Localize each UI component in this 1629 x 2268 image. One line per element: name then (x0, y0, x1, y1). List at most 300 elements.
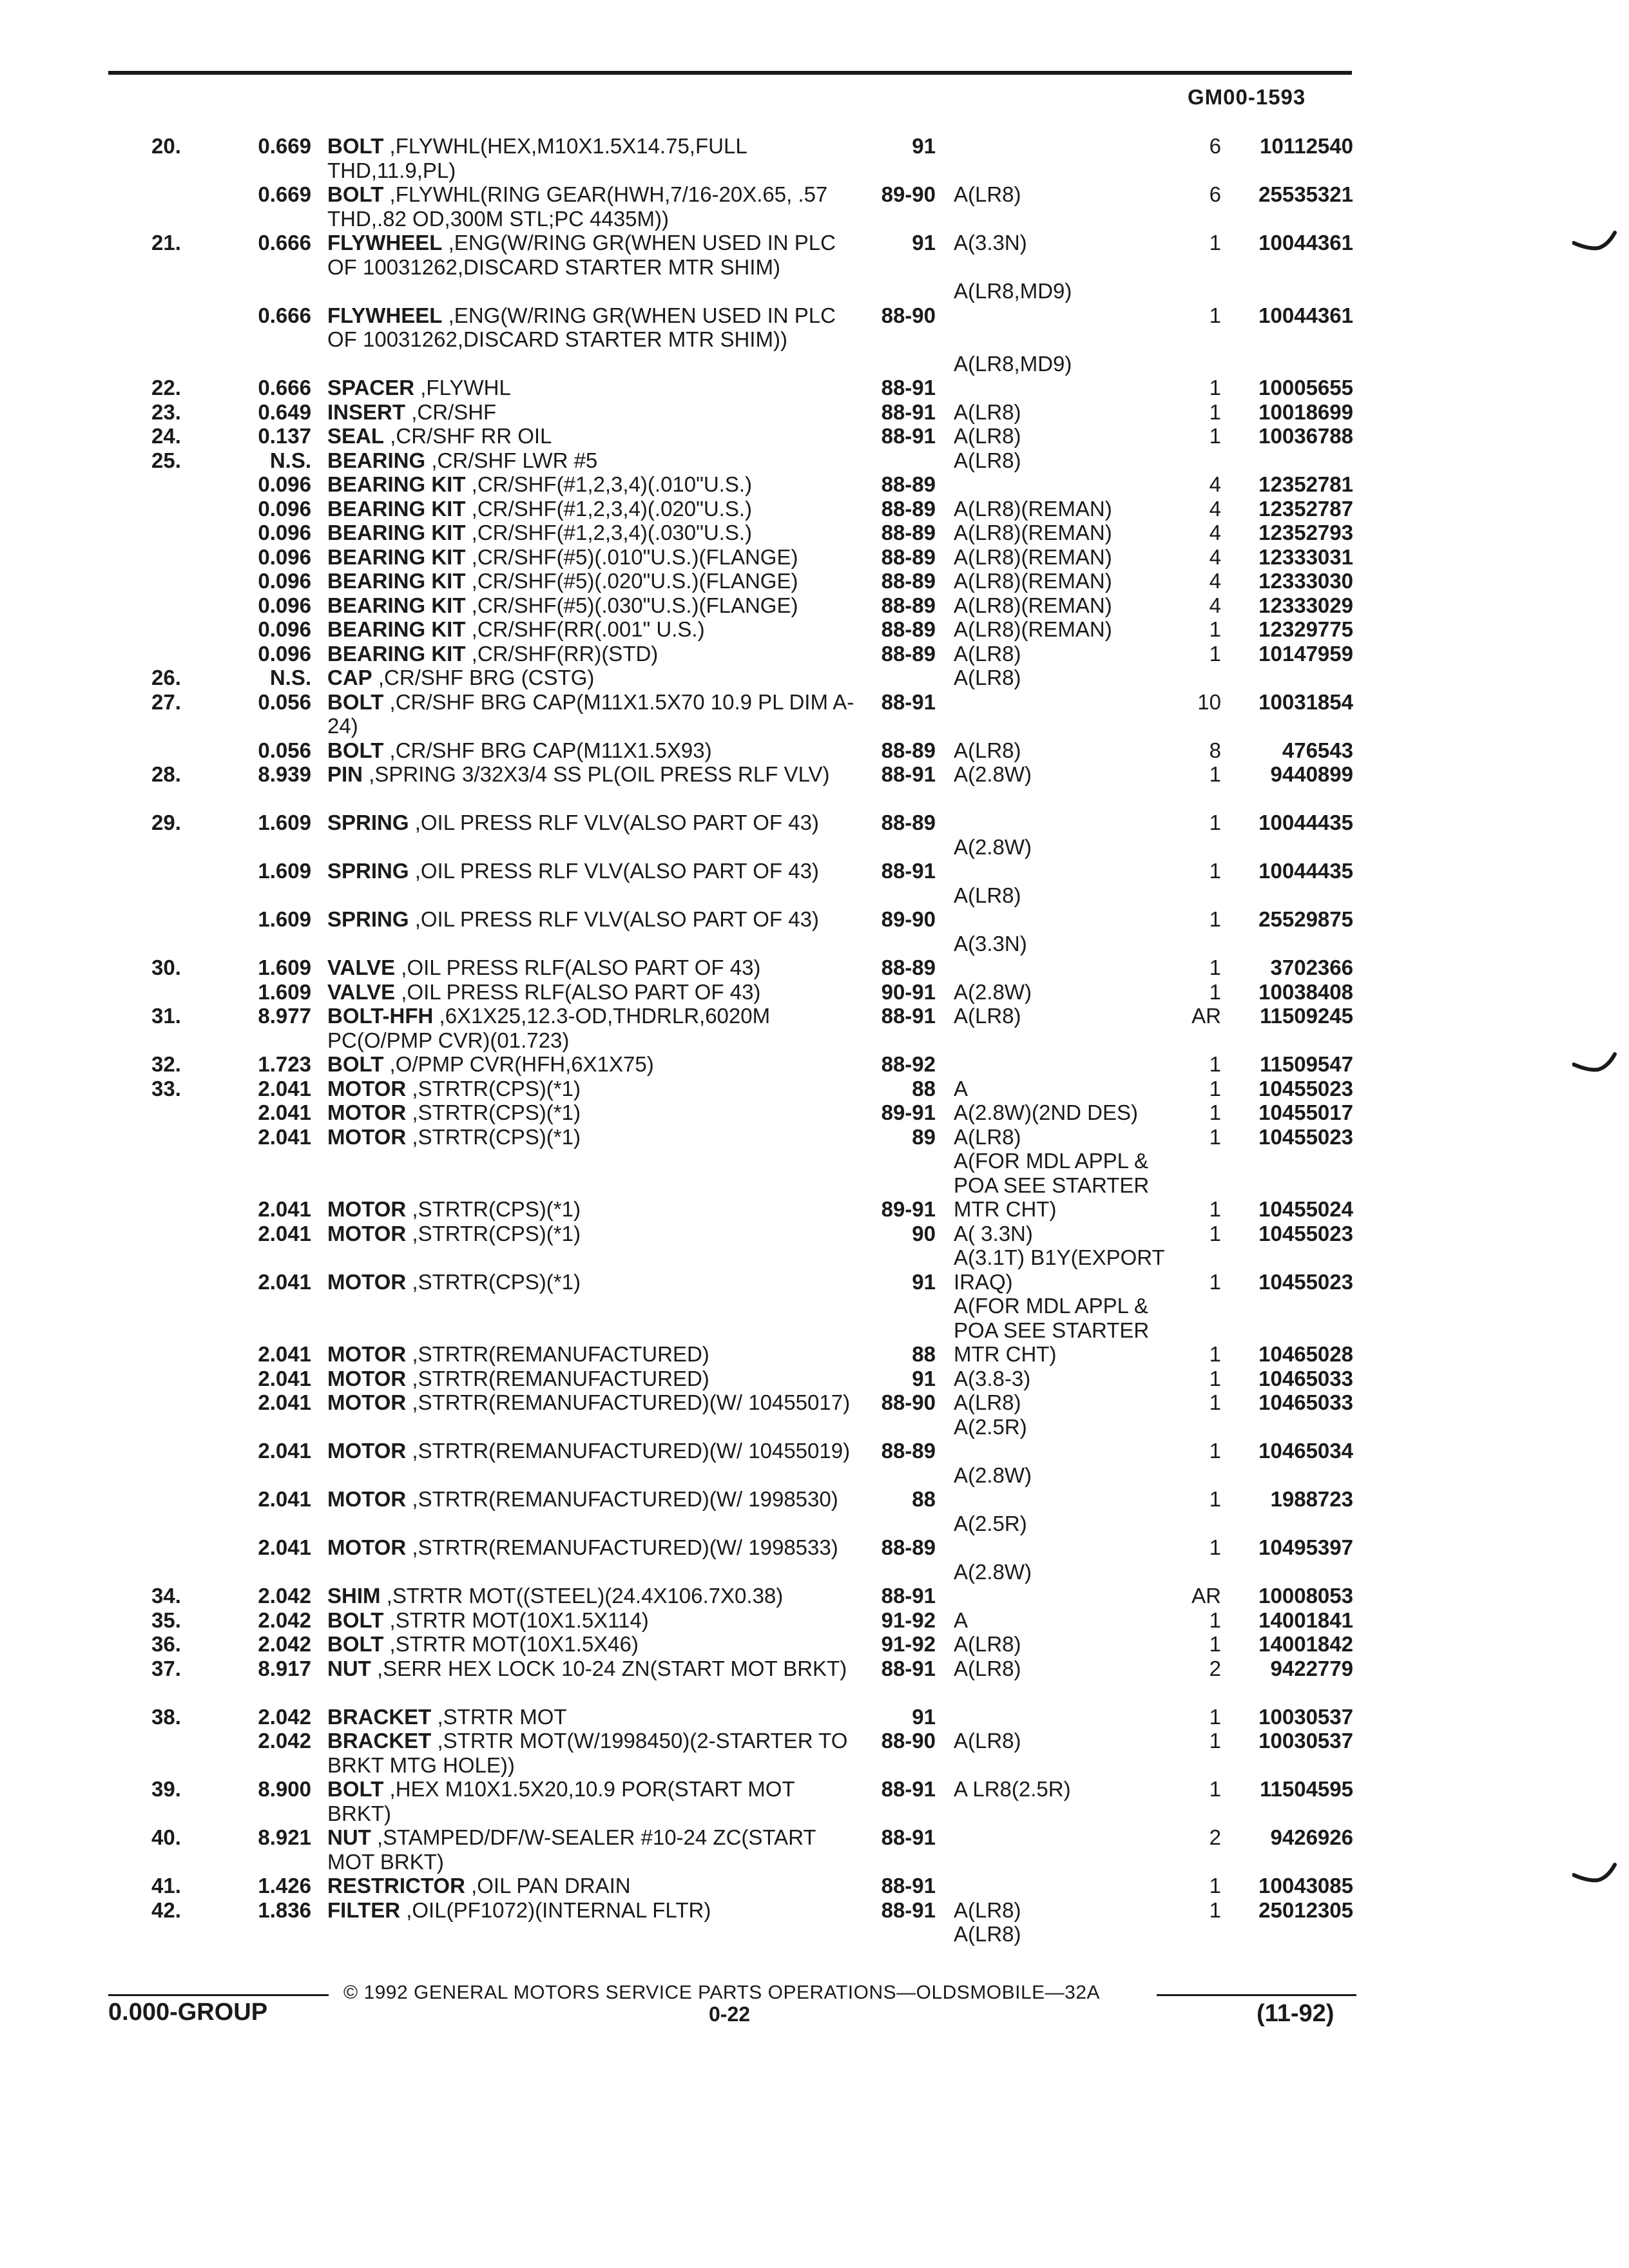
application: A(LR8) (954, 883, 1021, 907)
application: A(2.5R) (954, 1414, 1027, 1439)
item-number: 41. (151, 1874, 181, 1898)
section-number: 2.041 (258, 1197, 311, 1221)
part-number: 12333031 (1258, 544, 1353, 569)
application: A(LR8)(REMAN) (954, 496, 1112, 521)
part-number: 11504595 (1259, 1777, 1353, 1801)
item-number: 21. (151, 231, 181, 255)
document-code: GM00-1593 (1188, 85, 1306, 109)
section-number: 2.041 (258, 1366, 311, 1390)
part-description (327, 738, 856, 763)
quantity: 1 (1209, 1632, 1221, 1656)
part-description (327, 642, 856, 666)
part-description (327, 593, 856, 618)
model-years: 88-89 (881, 811, 936, 834)
part-name: BEARING KIT (327, 496, 466, 521)
section-number: 2.041 (258, 1390, 311, 1414)
item-number: 26. (151, 666, 181, 689)
quantity: 1 (1209, 1704, 1221, 1729)
quantity: 1 (1209, 1342, 1221, 1366)
part-detail: ,CR/SHF BRG (CSTG) (378, 666, 595, 689)
quantity: 2 (1209, 1825, 1221, 1849)
part-description (327, 811, 856, 835)
model-years: 88-91 (881, 376, 936, 399)
section-number: 2.042 (258, 1704, 311, 1729)
model-years: 88-91 (881, 1584, 936, 1608)
part-detail: ,STAMPED/DF/W-SEALER #10-24 ZC(START MOT BRKT) (327, 1825, 816, 1874)
section-number: 0.096 (258, 544, 311, 569)
parts-row (0, 1657, 1629, 1705)
part-name: BOLT (327, 738, 384, 762)
part-detail: ,CR/SHF(#1,2,3,4)(.030"U.S.) (471, 521, 753, 544)
part-detail: ,STRTR(CPS)(*1) (412, 1124, 581, 1149)
item-number: 28. (151, 762, 181, 786)
part-detail: ,STRTR(REMANUFACTURED)(W/ 1998533) (412, 1535, 838, 1559)
part-description (327, 1898, 856, 1923)
section-number: 2.041 (258, 1342, 311, 1366)
quantity: 1 (1209, 1874, 1221, 1898)
part-description (327, 182, 856, 231)
part-number: 12352793 (1258, 521, 1353, 544)
part-number: 10455023 (1258, 1269, 1353, 1294)
quantity: 1 (1209, 1898, 1221, 1922)
model-years: 88-91 (881, 399, 936, 424)
part-description (327, 956, 856, 980)
parts-row (0, 448, 1629, 473)
model-years: 88 (912, 1487, 936, 1511)
model-years: 88-90 (881, 1729, 936, 1753)
model-years: 88-91 (881, 1004, 936, 1028)
model-years: 88-91 (881, 424, 936, 448)
parts-row (0, 1535, 1629, 1584)
section-number: 0.666 (258, 303, 311, 327)
section-number: 2.041 (258, 1535, 311, 1559)
part-name: SPRING (327, 907, 409, 931)
application: A(LR8)(REMAN) (954, 569, 1112, 593)
model-years: 88-90 (881, 1390, 936, 1414)
model-years: 90-91 (881, 979, 936, 1004)
quantity: 1 (1209, 1124, 1221, 1149)
part-description (327, 1270, 856, 1294)
item-number: 40. (151, 1825, 181, 1849)
part-name: MOTOR (327, 1100, 407, 1124)
quantity: 4 (1209, 569, 1221, 593)
part-name: MOTOR (327, 1124, 407, 1149)
section-number: 2.041 (258, 1269, 311, 1294)
part-detail: ,CR/SHF BRG CAP(M11X1.5X70 10.9 PL DIM A-24) (327, 689, 854, 738)
part-description (327, 1729, 856, 1777)
model-years: 91 (912, 1366, 936, 1390)
part-detail: ,STRTR(REMANUFACTURED)(W/ 10455017) (412, 1390, 851, 1414)
part-name: RESTRICTOR (327, 1874, 465, 1898)
part-description (327, 859, 856, 883)
model-years: 88-91 (881, 1825, 936, 1849)
part-name: MOTOR (327, 1076, 407, 1100)
part-detail: ,O/PMP CVR(HFH,6X1X75) (389, 1052, 654, 1076)
part-detail: ,CR/SHF(#5)(.020"U.S.)(FLANGE) (471, 569, 798, 593)
application: A(LR8) (954, 1004, 1021, 1028)
section-number: 2.041 (258, 1221, 311, 1245)
part-detail: ,STRTR(CPS)(*1) (412, 1076, 581, 1100)
item-number: 35. (151, 1608, 181, 1632)
footer-date: (11-92) (1257, 2000, 1335, 2027)
part-detail: ,CR/SHF(#1,2,3,4)(.020"U.S.) (471, 496, 753, 521)
part-name: INSERT (327, 399, 406, 424)
model-years: 88-89 (881, 521, 936, 544)
part-name: BOLT (327, 1608, 384, 1632)
part-description (327, 1125, 856, 1149)
part-number: 10043085 (1258, 1874, 1353, 1898)
quantity: 1 (1209, 303, 1221, 327)
margin-check-mark (1572, 1861, 1617, 1887)
part-detail: ,OIL(PF1072)(INTERNAL FLTR) (406, 1898, 711, 1922)
quantity: 1 (1209, 1052, 1221, 1076)
part-name: BOLT (327, 134, 384, 158)
part-number: 25012305 (1258, 1898, 1353, 1922)
part-description (327, 545, 856, 570)
application: A(LR8) (954, 1898, 1021, 1922)
application: A(LR8) (954, 1632, 1021, 1656)
part-detail: ,ENG(W/RING GR(WHEN USED IN PLC OF 10031262,DISCARD STARTER MTR SHIM)) (327, 303, 836, 351)
section-number: 1.426 (258, 1874, 311, 1898)
section-number: 2.042 (258, 1632, 311, 1656)
part-description (327, 448, 856, 473)
parts-row (0, 1004, 1629, 1052)
part-description (327, 1632, 856, 1657)
part-number: 12333029 (1258, 593, 1353, 617)
model-years: 88-91 (881, 762, 936, 786)
section-number: N.S. (269, 666, 311, 689)
part-number: 10038408 (1258, 979, 1353, 1004)
part-description (327, 1342, 856, 1367)
part-detail: ,CR/SHF(RR)(STD) (471, 641, 659, 666)
model-years: 89-90 (881, 182, 936, 206)
section-number: 0.137 (258, 424, 311, 448)
part-name: FILTER (327, 1898, 401, 1922)
application: A(LR8) (954, 448, 1021, 472)
part-name: BOLT (327, 1052, 384, 1076)
item-number: 29. (151, 811, 181, 834)
part-detail: ,CR/SHF RR OIL (390, 424, 552, 448)
part-detail: ,OIL PRESS RLF VLV(ALSO PART OF 43) (414, 859, 819, 883)
model-years: 91-92 (881, 1632, 936, 1656)
model-years: 88-89 (881, 593, 936, 617)
part-detail: ,OIL PRESS RLF(ALSO PART OF 43) (401, 956, 761, 979)
part-description (327, 134, 856, 182)
application: A(LR8)(REMAN) (954, 617, 1112, 641)
model-years: 89-91 (881, 1100, 936, 1124)
quantity: 1 (1209, 979, 1221, 1004)
part-number: 10455023 (1258, 1221, 1353, 1245)
section-number: 0.096 (258, 472, 311, 496)
part-description (327, 1197, 856, 1222)
part-number: 10465028 (1258, 1342, 1353, 1366)
footer-rule (1157, 1994, 1356, 1996)
section-number: N.S. (269, 448, 311, 472)
application: A(LR8)(REMAN) (954, 593, 1112, 617)
part-detail: ,CR/SHF(#5)(.010"U.S.)(FLANGE) (471, 544, 798, 569)
quantity: 1 (1209, 641, 1221, 666)
model-years: 88-91 (881, 1898, 936, 1922)
part-description (327, 376, 856, 400)
application: A(LR8) (954, 1922, 1021, 1946)
model-years: 89-91 (881, 1197, 936, 1221)
part-description (327, 497, 856, 521)
application: A(LR8) (954, 399, 1021, 424)
parts-row (0, 1390, 1629, 1439)
part-name: BEARING KIT (327, 521, 466, 544)
application: A(FOR MDL APPL & POA SEE STARTER MTR CHT) (954, 1149, 1150, 1221)
part-name: BEARING KIT (327, 544, 466, 569)
quantity: 1 (1209, 424, 1221, 448)
section-number: 0.096 (258, 496, 311, 521)
part-number: 10455024 (1258, 1197, 1353, 1221)
part-description (327, 1777, 856, 1825)
part-name: NUT (327, 1656, 371, 1680)
part-name: SPACER (327, 376, 415, 399)
part-number: 10147959 (1258, 641, 1353, 666)
item-number: 24. (151, 424, 181, 448)
application: A(LR8) (954, 666, 1021, 689)
section-number: 0.096 (258, 617, 311, 641)
part-number: 476543 (1282, 738, 1353, 762)
part-description (327, 617, 856, 642)
part-detail: ,OIL PAN DRAIN (471, 1874, 631, 1898)
quantity: 6 (1209, 182, 1221, 206)
quantity: 4 (1209, 496, 1221, 521)
part-number: 10030537 (1258, 1704, 1353, 1729)
part-number: 9440899 (1270, 762, 1353, 786)
part-number: 12352787 (1258, 496, 1353, 521)
part-detail: ,STRTR(CPS)(*1) (412, 1100, 581, 1124)
part-number: 10005655 (1258, 376, 1353, 399)
part-name: BRACKET (327, 1729, 432, 1753)
part-name: FLYWHEEL (327, 231, 443, 255)
parts-row (0, 1777, 1629, 1825)
part-name: MOTOR (327, 1221, 407, 1245)
quantity: 1 (1209, 1100, 1221, 1124)
part-number: 10036788 (1258, 424, 1353, 448)
model-years: 88-91 (881, 859, 936, 883)
parts-row (0, 1487, 1629, 1535)
application: A( 3.3N) (954, 1221, 1033, 1245)
part-number: 9426926 (1270, 1825, 1353, 1849)
part-description (327, 1439, 856, 1463)
part-detail: ,FLYWHL(HEX,M10X1.5X14.75,FULL THD,11.9,PL) (327, 134, 747, 182)
part-name: SPRING (327, 811, 409, 834)
part-detail: ,OIL PRESS RLF VLV(ALSO PART OF 43) (414, 811, 819, 834)
application: A(3.1T) B1Y(EXPORT IRAQ) (954, 1245, 1165, 1294)
part-number: 10495397 (1258, 1535, 1353, 1559)
part-number: 14001842 (1258, 1632, 1353, 1656)
part-description (327, 980, 856, 1004)
model-years: 88-90 (881, 303, 936, 327)
part-name: MOTOR (327, 1269, 407, 1294)
quantity: 1 (1209, 762, 1221, 786)
model-years: 91 (912, 134, 936, 158)
footer-copyright: © 1992 GENERAL MOTORS SERVICE PARTS OPERATIONS—OLDSMOBILE—32A (343, 1982, 1101, 2003)
item-number: 23. (151, 399, 181, 424)
part-name: MOTOR (327, 1342, 407, 1366)
part-detail: ,STRTR MOT(10X1.5X114) (389, 1608, 649, 1632)
quantity: 4 (1209, 544, 1221, 569)
quantity: 1 (1209, 617, 1221, 641)
part-name: BEARING KIT (327, 472, 466, 496)
model-years: 88-89 (881, 617, 936, 641)
part-detail: ,FLYWHL (420, 376, 511, 399)
part-description (327, 1608, 856, 1633)
part-detail: ,FLYWHL(RING GEAR(HWH,7/16-20X.65, .57 THD,.82 OD,300M STL;PC 4435M)) (327, 182, 828, 231)
part-name: NUT (327, 1825, 371, 1849)
quantity: 6 (1209, 134, 1221, 158)
model-years: 88-89 (881, 544, 936, 569)
section-number: 2.041 (258, 1124, 311, 1149)
part-name: MOTOR (327, 1390, 407, 1414)
part-detail: ,CR/SHF(RR(.001" U.S.) (471, 617, 705, 641)
part-number: 10044361 (1258, 231, 1353, 255)
part-number: 10455023 (1258, 1124, 1353, 1149)
section-number: 2.041 (258, 1076, 311, 1100)
footer-group-label: 0.000-GROUP (108, 1999, 268, 2026)
part-detail: ,STRTR MOT(W/1998450)(2-STARTER TO BRKT MTG HOLE)) (327, 1729, 848, 1777)
part-description (327, 1367, 856, 1391)
parts-row (0, 231, 1629, 303)
part-description (327, 400, 856, 425)
model-years: 88-89 (881, 641, 936, 666)
section-number: 1.609 (258, 956, 311, 979)
quantity: 1 (1209, 1439, 1221, 1463)
quantity: 1 (1209, 1777, 1221, 1801)
model-years: 88-89 (881, 738, 936, 762)
application: A(LR8) (954, 182, 1021, 206)
part-description (327, 1825, 856, 1874)
part-detail: ,STRTR(CPS)(*1) (412, 1197, 581, 1221)
part-name: BEARING KIT (327, 617, 466, 641)
part-name: BOLT (327, 1777, 384, 1801)
application: A(3.3N) (954, 931, 1027, 956)
part-number: 11509245 (1259, 1004, 1353, 1028)
application: A LR8(2.5R) (954, 1777, 1071, 1801)
part-detail: ,STRTR MOT((STEEL)(24.4X106.7X0.38) (386, 1584, 784, 1608)
part-name: CAP (327, 666, 372, 689)
quantity: 1 (1209, 956, 1221, 979)
part-number: 12333030 (1258, 569, 1353, 593)
part-number: 10455017 (1258, 1100, 1353, 1124)
quantity: 1 (1209, 1487, 1221, 1511)
parts-row (0, 811, 1629, 859)
part-name: BEARING KIT (327, 641, 466, 666)
part-number: 10455023 (1258, 1076, 1353, 1100)
section-number: 0.056 (258, 689, 311, 714)
model-years: 91-92 (881, 1608, 936, 1632)
section-number: 0.096 (258, 593, 311, 617)
quantity: AR (1191, 1584, 1221, 1608)
model-years: 88-89 (881, 472, 936, 496)
part-number: 10465033 (1258, 1366, 1353, 1390)
model-years: 91 (912, 1704, 936, 1729)
part-number: 9422779 (1270, 1656, 1353, 1680)
quantity: 10 (1197, 689, 1221, 714)
parts-row (0, 1898, 1629, 1946)
section-number: 0.669 (258, 134, 311, 158)
quantity: 1 (1209, 907, 1221, 931)
part-detail: ,SPRING 3/32X3/4 SS PL(OIL PRESS RLF VLV) (369, 762, 830, 786)
part-detail: ,CR/SHF(#5)(.030"U.S.)(FLANGE) (471, 593, 798, 617)
section-number: 1.836 (258, 1898, 311, 1922)
part-number: 10044435 (1258, 859, 1353, 883)
part-number: 12329775 (1258, 617, 1353, 641)
part-description (327, 1390, 856, 1415)
quantity: AR (1191, 1004, 1221, 1028)
part-number: 10465033 (1258, 1390, 1353, 1414)
quantity: 1 (1209, 1729, 1221, 1753)
part-number: 25529875 (1258, 907, 1353, 931)
model-years: 88-91 (881, 1874, 936, 1898)
section-number: 2.041 (258, 1439, 311, 1463)
quantity: 1 (1209, 231, 1221, 255)
section-number: 8.977 (258, 1004, 311, 1028)
item-number: 42. (151, 1898, 181, 1922)
quantity: 1 (1209, 1608, 1221, 1632)
item-number: 32. (151, 1052, 181, 1076)
quantity: 1 (1209, 399, 1221, 424)
section-number: 2.042 (258, 1608, 311, 1632)
item-number: 38. (151, 1704, 181, 1729)
item-number: 34. (151, 1584, 181, 1608)
quantity: 1 (1209, 1076, 1221, 1100)
model-years: 88-89 (881, 1535, 936, 1559)
part-detail: ,STRTR(REMANUFACTURED)(W/ 10455019) (412, 1439, 851, 1463)
part-detail: ,CR/SHF(#1,2,3,4)(.010"U.S.) (471, 472, 753, 496)
part-description (327, 231, 856, 279)
section-number: 8.921 (258, 1825, 311, 1849)
model-years: 88-89 (881, 956, 936, 979)
part-number: 10031854 (1258, 689, 1353, 714)
section-number: 1.609 (258, 859, 311, 883)
section-number: 0.649 (258, 399, 311, 424)
application: A(LR8) (954, 738, 1021, 762)
part-name: SPRING (327, 859, 409, 883)
section-number: 8.939 (258, 762, 311, 786)
part-detail: ,ENG(W/RING GR(WHEN USED IN PLC OF 10031262,DISCARD STARTER MTR SHIM) (327, 231, 836, 279)
section-number: 8.900 (258, 1777, 311, 1801)
section-number: 2.041 (258, 1100, 311, 1124)
model-years: 91 (912, 1269, 936, 1294)
model-years: 88-92 (881, 1052, 936, 1076)
part-name: PIN (327, 762, 363, 786)
section-number: 8.917 (258, 1656, 311, 1680)
quantity: 1 (1209, 1535, 1221, 1559)
section-number: 2.041 (258, 1487, 311, 1511)
model-years: 89 (912, 1124, 936, 1149)
part-description (327, 1584, 856, 1608)
part-name: VALVE (327, 956, 396, 979)
part-number: 25535321 (1258, 182, 1353, 206)
part-description (327, 424, 856, 448)
quantity: 4 (1209, 521, 1221, 544)
part-number: 10008053 (1258, 1584, 1353, 1608)
part-detail: ,6X1X25,12.3-OD,THDRLR,6020M PC(O/PMP CVR)(01.723) (327, 1004, 771, 1052)
part-detail: ,CR/SHF LWR #5 (431, 448, 598, 472)
application: A(3.3N) (954, 231, 1027, 255)
item-number: 25. (151, 448, 181, 472)
section-number: 0.096 (258, 641, 311, 666)
part-description (327, 1487, 856, 1512)
application: A(2.8W) (954, 979, 1032, 1004)
application: A(FOR MDL APPL & POA SEE STARTER MTR CHT) (954, 1294, 1150, 1366)
part-description (327, 1004, 856, 1052)
item-number: 30. (151, 956, 181, 979)
part-detail: ,CR/SHF (411, 399, 497, 424)
